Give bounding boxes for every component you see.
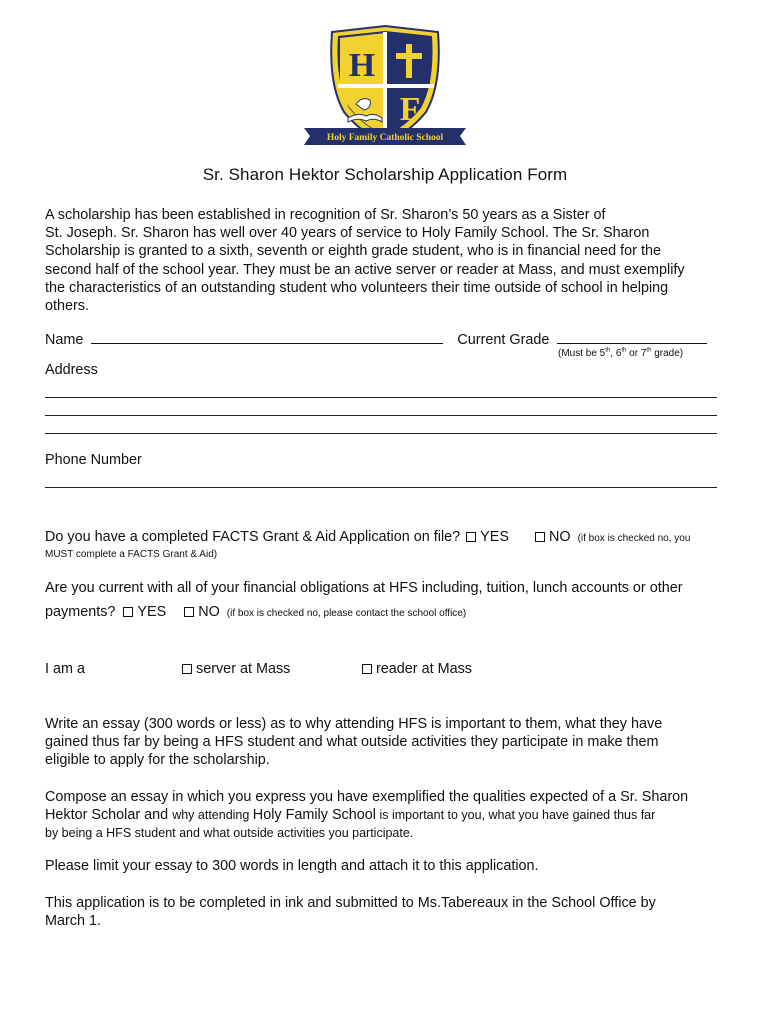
phone-field[interactable]	[45, 487, 717, 488]
financial-yes-label: YES	[137, 604, 167, 620]
facts-question-row	[45, 529, 690, 545]
server-option	[180, 661, 290, 677]
phone-label: Phone Number	[45, 452, 142, 468]
essay-line: gained thus far by being a HFS student and what outside activities they participate in make them	[45, 734, 659, 751]
submission-line: This application is to be completed in ink and submitted to Ms.Tabereaux in the School Office by	[45, 895, 656, 911]
school-crest-logo	[300, 24, 470, 150]
intro-line: others.	[45, 298, 89, 315]
reader-label: reader at Mass	[376, 661, 472, 677]
financial-no-label: NO	[198, 604, 220, 620]
reader-option	[360, 661, 472, 677]
submission-instructions	[45, 894, 725, 930]
financial-answer-row	[45, 604, 466, 620]
name-grade-row	[45, 330, 707, 348]
financial-question-end: payments?	[45, 604, 116, 620]
submission-line: March 1.	[45, 913, 101, 930]
intro-line: second half of the school year. They must be an active server or reader at Mass, and must exemplify	[45, 261, 685, 278]
name-label: Name	[45, 332, 84, 348]
name-field[interactable]	[91, 330, 443, 344]
intro-line: A scholarship has been established in recognition of Sr. Sharon’s 50 years as a Sister of	[45, 207, 606, 223]
role-label: I am a	[45, 661, 85, 677]
reader-checkbox[interactable]	[362, 664, 372, 674]
address-line-1[interactable]	[45, 397, 717, 398]
compose-line: by being a HFS student and what outside activities you participate.	[45, 826, 414, 841]
grade-label: Current Grade	[457, 332, 550, 348]
crest-letter-f: F	[399, 91, 421, 128]
intro-line: St. Joseph. Sr. Sharon has well over 40 years of service to Holy Family School. The Sr. Sharon	[45, 225, 650, 242]
facts-question: Do you have a completed FACTS Grant & Aid Application on file?	[45, 529, 461, 545]
crest-cross-vertical	[406, 44, 412, 78]
compose-line: Compose an essay in which you express you have exemplified the qualities expected of a Sr. Sharon	[45, 789, 689, 805]
essay-line: eligible to apply for the scholarship.	[45, 752, 270, 769]
crest-letter-h: H	[348, 47, 376, 84]
form-title: Sr. Sharon Hektor Scholarship Application Form	[202, 165, 568, 184]
compose-essay-instructions	[45, 788, 745, 843]
facts-note: (if box is checked no, you	[577, 533, 691, 544]
crest-banner-text: Holy Family Catholic School	[326, 133, 444, 143]
facts-note-continued: MUST complete a FACTS Grant & Aid)	[45, 549, 218, 560]
server-label: server at Mass	[196, 661, 291, 677]
intro-line: Scholarship is granted to a sixth, seventh or eighth grade student, who is in financial need for the	[45, 243, 661, 260]
financial-no-checkbox[interactable]	[184, 607, 194, 617]
facts-yes-label: YES	[480, 529, 509, 545]
facts-yes-checkbox[interactable]	[466, 532, 476, 542]
grade-note: (Must be 5th, 6th or 7th grade)	[558, 347, 684, 359]
compose-line: Hektor Scholar and why attending Holy Family School is important to you, what you have gained thus far	[45, 807, 656, 824]
essay-instructions	[45, 715, 725, 770]
intro-line: the characteristics of an outstanding student who volunteers their time outside of school in helping	[45, 279, 669, 296]
facts-no-label: NO	[548, 529, 571, 545]
financial-yes-checkbox[interactable]	[123, 607, 133, 617]
address-label: Address	[45, 362, 98, 378]
intro-paragraph	[45, 206, 725, 315]
address-line-2[interactable]	[45, 415, 717, 416]
facts-no-checkbox[interactable]	[535, 532, 545, 542]
word-limit-note: Please limit your essay to 300 words in length and attach it to this application.	[45, 858, 539, 874]
crest-cross-horizontal	[396, 53, 422, 59]
essay-line: Write an essay (300 words or less) as to why attending HFS is important to them, what they have	[45, 716, 663, 732]
crest-divider-horizontal	[338, 84, 434, 88]
server-checkbox[interactable]	[182, 664, 192, 674]
address-line-3[interactable]	[45, 433, 717, 434]
financial-note: (if box is checked no, please contact the school office)	[226, 608, 467, 619]
grade-field[interactable]	[557, 330, 707, 344]
financial-question: Are you current with all of your financial obligations at HFS including, tuition, lunch accounts or other	[45, 580, 683, 596]
